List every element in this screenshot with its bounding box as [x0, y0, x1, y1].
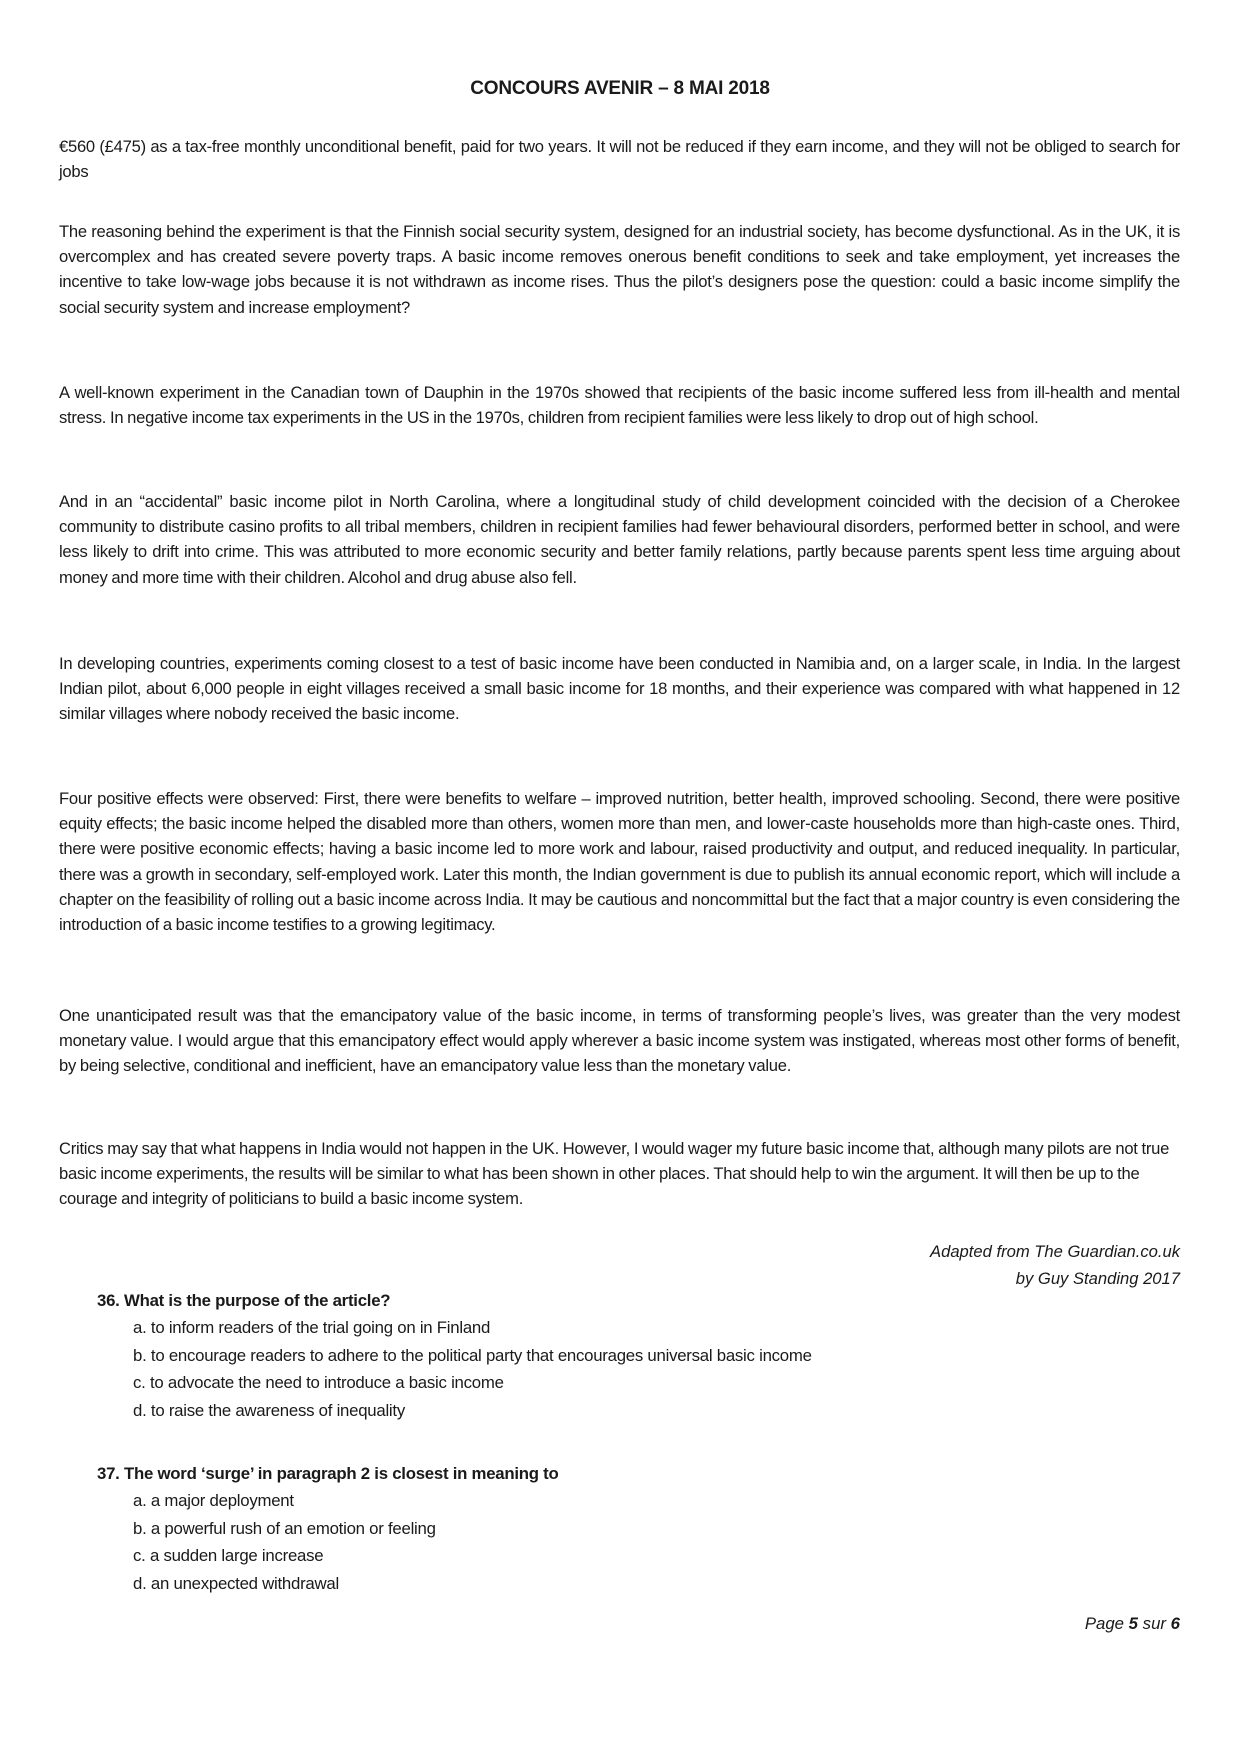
question-37 [97, 1460, 1147, 1597]
article-paragraph-2 [59, 219, 1180, 320]
article-paragraph-1 [59, 134, 1180, 184]
paragraph-text: The reasoning behind the experiment is that the Finnish social security system, designed for an industrial society, has become dysfunctional. As in the UK, it is overcomplex and has created severe poverty traps. A basic income removes onerous benefit conditions to seek and take employment, yet increases the incentive to take low-wage jobs because it is not withdrawn as income rises. Thus the pilot’s designers pose the question: could a basic income simplify the social security system and increase employment? [59, 222, 1180, 317]
article-paragraph-7 [59, 1003, 1180, 1079]
paragraph-text: €560 (£475) as a tax-free monthly unconditional benefit, paid for two years. It will not be reduced if they earn income, and they will not be obliged to search for jobs [59, 137, 1180, 182]
article-paragraph-4 [59, 489, 1180, 590]
page-number [1085, 1614, 1180, 1634]
answer-option-a: a. to inform readers of the trial going on in Finland [133, 1318, 491, 1338]
answer-option-d: d. to raise the awareness of inequality [133, 1400, 405, 1420]
page-prefix: Page [1084, 1614, 1129, 1633]
page-total: 6 [1170, 1614, 1180, 1633]
answer-option-c: c. to advocate the need to introduce a basic income [133, 1373, 504, 1393]
page-title: CONCOURS AVENIR – 8 MAI 2018 [470, 78, 770, 99]
question-title: 36. What is the purpose of the article? [97, 1291, 391, 1310]
article-source [930, 1238, 1180, 1292]
paragraph-text: A well-known experiment in the Canadian town of Dauphin in the 1970s showed that recipients of the basic income suffered less from ill-health and mental stress. In negative income tax experiments in the US in the 1970s, children from recipient families were less likely to drop out of high school. [59, 383, 1180, 428]
article-paragraph-3 [59, 380, 1180, 430]
question-36 [97, 1287, 1147, 1424]
question-title: 37. The word ‘surge’ in paragraph 2 is closest in meaning to [97, 1464, 559, 1483]
answer-option-c: c. a sudden large increase [133, 1546, 324, 1566]
source-author: by Guy Standing 2017 [1015, 1269, 1180, 1288]
paragraph-text: Four positive effects were observed: First, there were benefits to welfare – improved nutrition, better health, improved schooling. Second, there were positive equity effects; the basic income helped the disabled more than others, women more than men, and lower-caste households more than high-caste ones. Third, there were positive economic effects; having a basic income led to more work and labour, raised productivity and output, and reduced inequality. In particular, there was a growth in secondary, self-employed work. Later this month, the Indian government is due to publish its annual economic report, which will include a chapter on the feasibility of rolling out a basic income across India. It may be cautious and noncommittal but the fact that a major country is even considering the introduction of a basic income testifies to a growing legitimacy. [59, 789, 1180, 935]
article-paragraph-5 [59, 651, 1180, 727]
page-separator: sur [1138, 1614, 1171, 1633]
page-current: 5 [1128, 1614, 1139, 1633]
answer-option-b: b. a powerful rush of an emotion or feeling [133, 1518, 436, 1538]
source-publication: Adapted from The Guardian.co.uk [930, 1242, 1180, 1261]
paragraph-text: One unanticipated result was that the emancipatory value of the basic income, in terms of transforming people’s lives, was greater than the very modest monetary value. I would argue that this emancipatory effect would apply wherever a basic income system was instigated, whereas most other forms of benefit, by being selective, conditional and inefficient, have an emancipatory value less than the monetary value. [59, 1006, 1180, 1076]
answer-option-a: a. a major deployment [133, 1491, 294, 1511]
answer-option-d: d. an unexpected withdrawal [133, 1573, 339, 1593]
answer-options [97, 1314, 1147, 1424]
article-paragraph-6 [59, 786, 1180, 937]
paragraph-text: In developing countries, experiments coming closest to a test of basic income have been conducted in Namibia and, on a larger scale, in India. In the largest Indian pilot, about 6,000 people in eight villages received a small basic income for 18 months, and their experience was compared with what happened in 12 similar villages where nobody received the basic income. [59, 654, 1180, 724]
paragraph-text: And in an “accidental” basic income pilot in North Carolina, where a longitudinal study of child development coincided with the decision of a Cherokee community to distribute casino profits to all tribal members, children in recipient families had fewer behavioural disorders, performed better in school, and were less likely to drift into crime. This was attributed to more economic security and better family relations, partly because parents spent less time arguing about money and more time with their children. Alcohol and drug abuse also fell. [59, 492, 1180, 587]
answer-options [97, 1487, 1147, 1597]
article-paragraph-8 [59, 1136, 1180, 1212]
answer-option-b: b. to encourage readers to adhere to the political party that encourages universal basic income [133, 1345, 812, 1365]
paragraph-text: Critics may say that what happens in India would not happen in the UK. However, I would wager my future basic income that, although many pilots are not true basic income experiments, the results will be similar to what has been shown in other places. That should help to win the argument. It will then be up to the courage and integrity of politicians to build a basic income system. [59, 1139, 1170, 1209]
